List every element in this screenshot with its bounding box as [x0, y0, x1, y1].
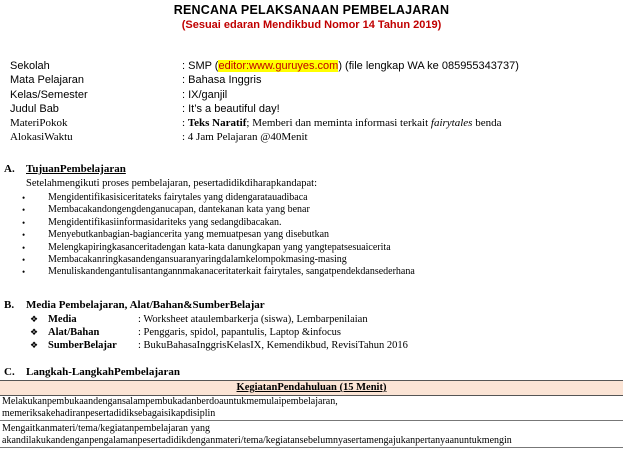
table-cell-line: Mengaitkanmateri/tema/kegiatanpembelajaran yang — [2, 423, 210, 434]
table-cell-line: Melakukanpembukaandengansalampembukadanberdoauntukmemulaipembelajaran, — [2, 396, 338, 407]
info-row-mapel — [10, 73, 623, 87]
info-value: : IX/ganjil — [182, 88, 228, 101]
media-value: : BukuBahasaInggrisKelasIX, Kemendikbud, RevisiTahun 2016 — [138, 340, 408, 351]
section-number: A. — [4, 163, 15, 175]
info-label: MateriPokok — [10, 117, 68, 130]
list-item — [22, 254, 415, 266]
bullet-icon: • — [22, 217, 26, 228]
media-list — [30, 313, 408, 352]
info-value-prefix: : SMP ( — [182, 60, 219, 72]
list-item-text: Mengidentifikasisiceritateks fairytales yang didengaratauadibaca — [48, 192, 308, 203]
bullet-icon: • — [22, 205, 26, 216]
media-label: Media — [48, 314, 77, 325]
bullet-icon: • — [22, 230, 26, 241]
highlighted-editor-link: editor:www.guruyes.com — [218, 60, 339, 72]
media-value: : Worksheet ataulembarkerja (siswa), Lembarpenilaian — [138, 314, 368, 325]
document-title: RENCANA PELAKSANAAN PEMBELAJARAN — [173, 3, 450, 17]
list-item-text: Membacakanringkasandengansuaranyaringdalamkelompokmasing-masing — [48, 253, 347, 265]
diamond-bullet-icon: ❖ — [30, 314, 39, 324]
info-row-sekolah — [10, 59, 623, 73]
info-value — [182, 59, 519, 73]
list-item — [22, 204, 415, 216]
table-row — [0, 396, 623, 421]
info-label: AlokasiWaktu — [10, 131, 73, 144]
bullet-icon: • — [22, 193, 26, 203]
info-value: : 4 Jam Pelajaran @40Menit — [182, 131, 308, 144]
diamond-bullet-icon: ❖ — [30, 340, 39, 350]
section-a-heading — [4, 163, 126, 175]
materi-bold: Teks Naratif — [187, 117, 247, 130]
bullet-icon: • — [22, 267, 26, 278]
info-value — [182, 116, 501, 130]
list-item — [22, 192, 415, 204]
table-row — [0, 421, 623, 448]
info-label: Sekolah — [10, 60, 50, 72]
list-item — [30, 339, 408, 352]
info-value: : It’s a beautiful day! — [182, 102, 280, 115]
materi-mid: ; Memberi dan meminta informasi terkait — [246, 117, 431, 130]
materi-end: benda — [472, 117, 502, 130]
identity-block — [10, 59, 623, 145]
info-value-suffix: ) (file lengkap WA ke 085955343737) — [338, 60, 519, 72]
media-label: Alat/Bahan — [48, 327, 100, 338]
list-item — [30, 313, 408, 326]
list-item — [22, 229, 415, 241]
info-row-materi — [10, 116, 623, 130]
info-value-prefix: : — [182, 117, 188, 130]
list-item-text: Menuliskandengantulisantangannmakanaceritaterkait fairytales, sangatpendekdansederhana — [48, 266, 415, 278]
list-item-text: Mengidentifikasiinformasidariteks yang sedangdibacakan. — [48, 216, 282, 228]
bullet-icon: • — [22, 242, 26, 253]
media-label: SumberBelajar — [48, 340, 117, 351]
list-item-text: Membacakandongengdenganucapan, dantekanan kata yang benar — [48, 204, 310, 216]
table-cell-line: akandilakukandenganpengalamanpesertadidikdenganmateri/tema/kegiatansebelumnyasertamengajukanpertanyaanuntukmengin — [2, 435, 512, 446]
document-subtitle: (Sesuai edaran Mendikbud Nomor 14 Tahun 2019) — [181, 19, 442, 31]
list-item-text: Melengkapiringkasanceritadengan kata-kata danungkapan yang yangtepatsesuaicerita — [48, 241, 391, 253]
info-value: : Bahasa Inggris — [182, 74, 262, 87]
section-title: TujuanPembelajaran — [26, 163, 126, 175]
info-label: Judul Bab — [10, 102, 59, 115]
info-row-judul — [10, 102, 623, 116]
info-label: Kelas/Semester — [10, 88, 88, 101]
table-cell-line: memeriksakehadiranpesertadidiksebagaisikapdisiplin — [2, 408, 216, 419]
objectives-list — [22, 192, 415, 279]
diamond-bullet-icon: ❖ — [30, 327, 39, 337]
info-row-alokasi — [10, 130, 623, 144]
section-title: Langkah-LangkahPembelajaran — [26, 366, 181, 378]
section-number: C. — [4, 366, 15, 378]
section-c-heading — [4, 366, 180, 378]
bullet-icon: • — [22, 254, 26, 265]
media-value: : Penggaris, spidol, papantulis, Laptop &infocus — [138, 327, 341, 338]
list-item — [30, 326, 408, 339]
list-item — [22, 242, 415, 254]
activities-table — [0, 380, 623, 448]
table-header-text: KegiatanPendahuluan (15 Menit) — [236, 382, 387, 393]
section-number: B. — [4, 299, 15, 311]
info-label: Mata Pelajaran — [10, 74, 84, 87]
list-item-text: Menyebutkanbagian-bagiancerita yang memuatpesan yang disebutkan — [48, 229, 330, 241]
info-row-kelas — [10, 88, 623, 102]
list-item — [22, 217, 415, 229]
list-item — [22, 266, 415, 278]
section-a-intro: Setelahmengikuti proses pembelajaran, pesertadidikdiharapkandapat: — [26, 178, 317, 189]
materi-italic: fairytales — [430, 117, 473, 130]
section-b-heading — [4, 299, 265, 311]
section-title: Media Pembelajaran, Alat/Bahan&SumberBelajar — [26, 299, 265, 311]
table-header — [0, 380, 623, 396]
